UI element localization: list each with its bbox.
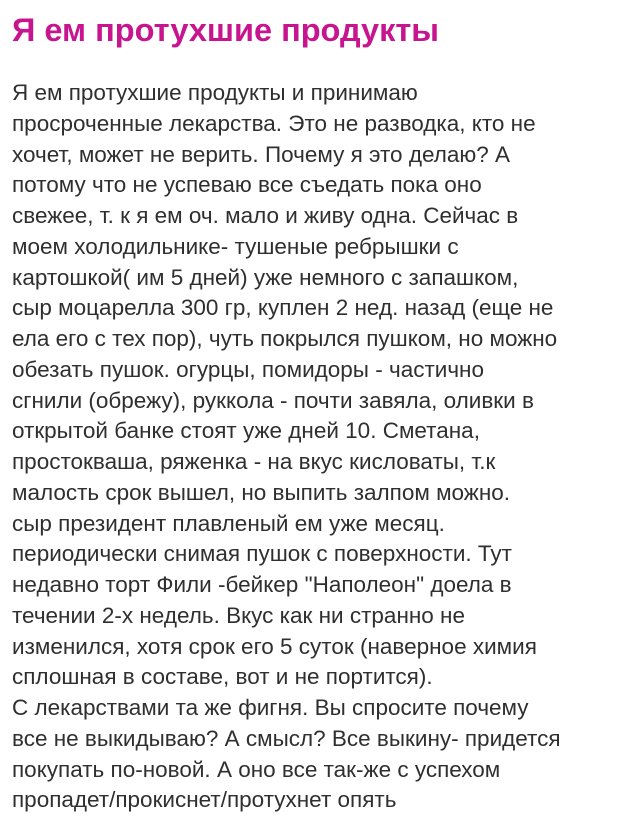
body-line: открытой банке стоят уже дней 10. Сметана,: [12, 418, 480, 444]
body-line: сыр президент плавленый ем уже месяц.: [12, 510, 445, 536]
body-line: течении 2-х недель. Вкус как ни странно не: [12, 602, 465, 628]
body-line: потому что не успеваю все съедать пока оно: [12, 172, 482, 198]
body-line: пропадет/прокиснет/протухнет опять: [12, 787, 397, 813]
body-line: хочет, может не верить. Почему я это делаю? А: [12, 141, 511, 167]
body-line: обезать пушок. огурцы, помидоры - частично: [12, 356, 484, 382]
body-line: просроченные лекарства. Это не разводка, кто не: [12, 110, 536, 136]
body-line: моем холодильнике- тушеные ребрышки с: [12, 233, 459, 259]
body-line: Я ем протухшие продукты и принимаю: [12, 80, 418, 105]
body-line: С лекарствами та же фигня. Вы спросите почему: [12, 695, 529, 720]
body-line: сыр моцарелла 300 гр, куплен 2 нед. назад (еще не: [12, 295, 554, 321]
body-line: малость срок вышел, но выпить залпом можно.: [12, 479, 511, 505]
body-line: периодически снимая пушок с поверхности. Тут: [12, 541, 512, 567]
body-line: простокваша, ряженка - на вкус кисловаты, т.к: [12, 449, 496, 474]
body-line: недавно торт Фили -бейкер "Наполеон" доела в: [12, 572, 512, 597]
body-line: покупать по-новой. А оно все так-же с успехом: [12, 756, 501, 782]
article-title: Я ем протухшие продукты: [12, 12, 440, 48]
body-line: ела его с тех пор), чуть покрылся пушком, но можно: [12, 326, 558, 351]
body-line: сплошная в составе, вот и не портится).: [12, 664, 433, 690]
body-line: сгнили (обрежу), руккола - почти завяла, оливки в: [12, 387, 534, 413]
body-line: все не выкидываю? А смысл? Все выкину- придется: [12, 725, 561, 751]
body-line: картошкой( им 5 дней) уже немного с запашком,: [12, 264, 519, 290]
body-line: изменился, хотя срок его 5 суток (наверное химия: [12, 633, 537, 659]
article-body: [12, 78, 638, 816]
body-line: свежее, т. к я ем оч. мало и живу одна. Сейчас в: [12, 203, 519, 228]
